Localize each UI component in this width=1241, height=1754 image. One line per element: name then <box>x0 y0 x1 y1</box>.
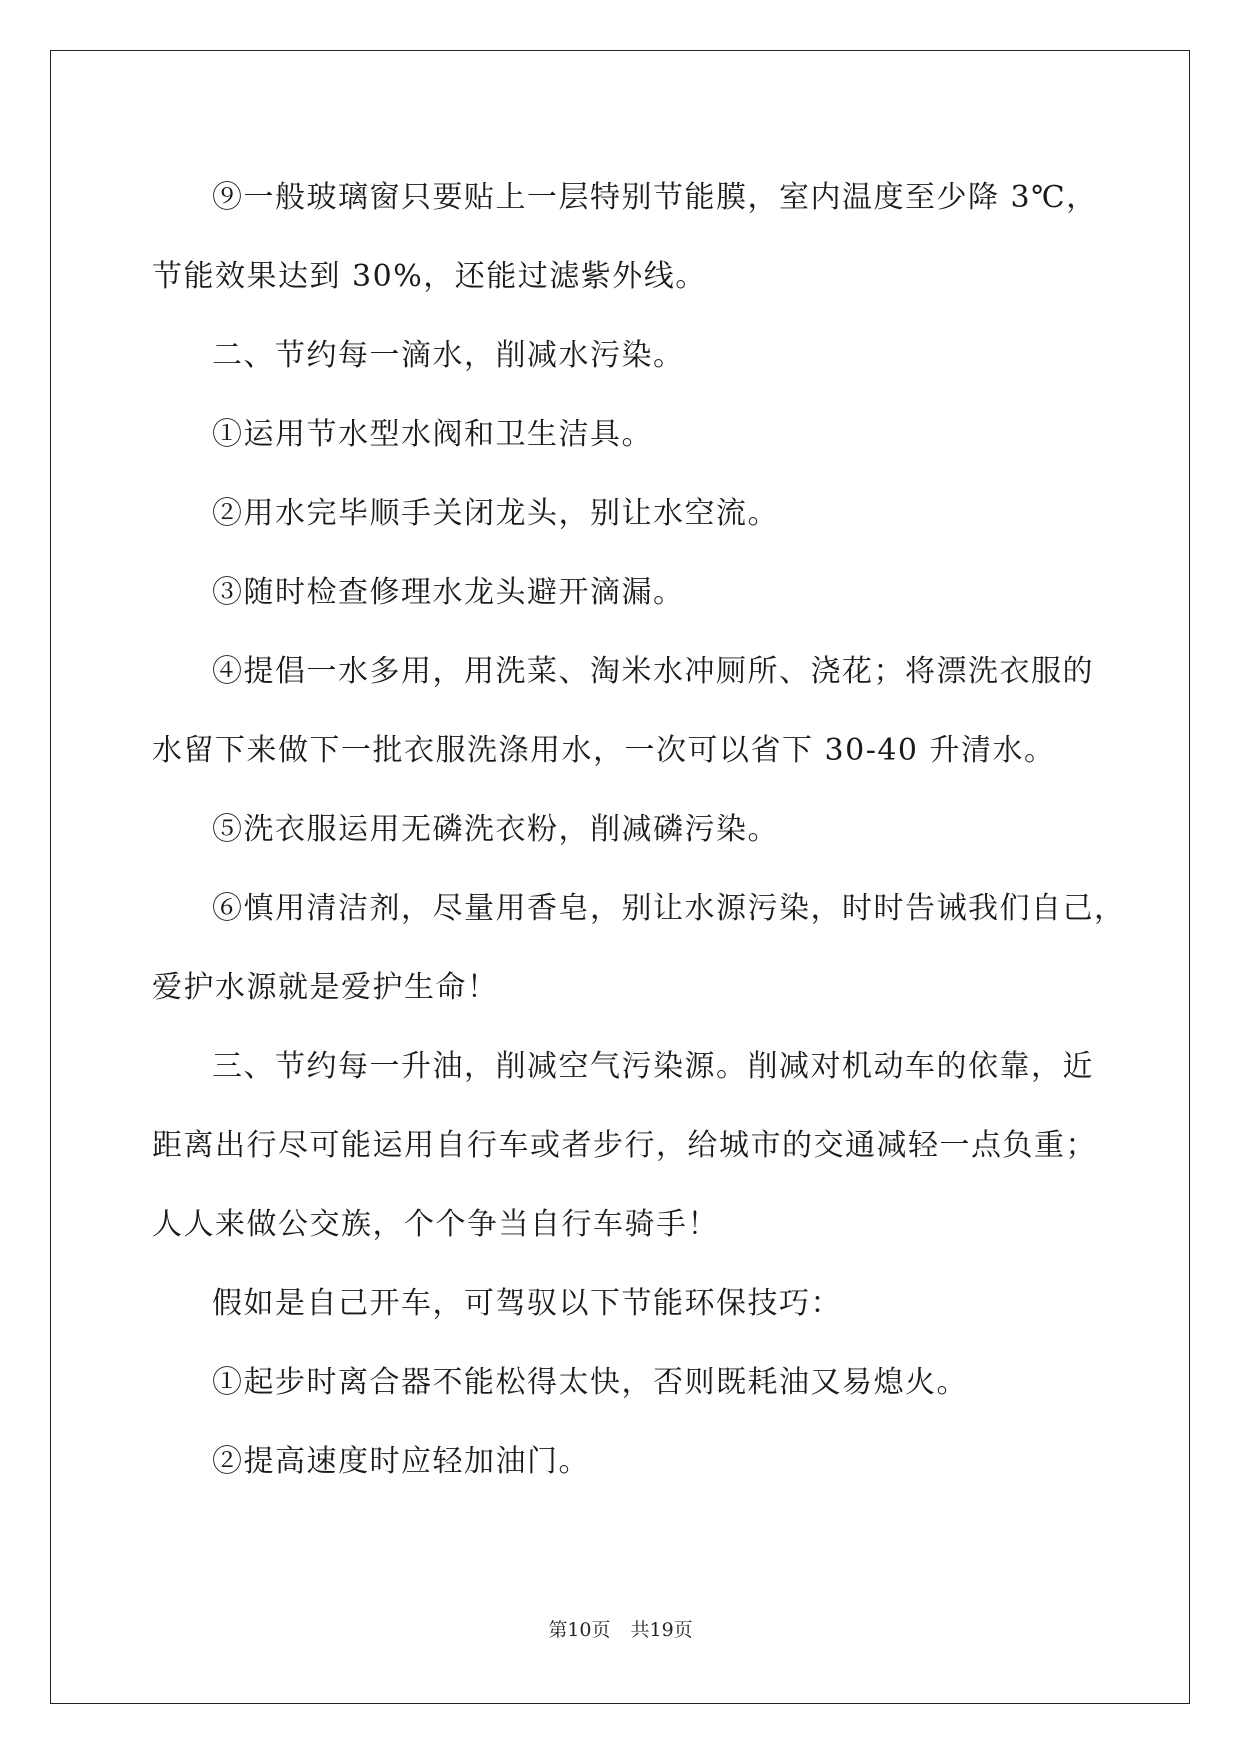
paragraph-line: ③随时检查修理水龙头避开滴漏。 <box>212 575 685 610</box>
paragraph-line: ②用水完毕顺手关闭龙头，别让水空流。 <box>212 496 779 531</box>
paragraph-line: ⑤洗衣服运用无磷洗衣粉，削减磷污染。 <box>212 812 779 847</box>
paragraph-line: ①起步时离合器不能松得太快，否则既耗油又易熄火。 <box>212 1365 968 1400</box>
paragraph-line: 二、节约每一滴水，削减水污染。 <box>212 338 685 373</box>
paragraph-line: 三、节约每一升油，削减空气污染源。削减对机动车的依靠，近 <box>212 1049 1094 1084</box>
paragraph-line: ⑥慎用清洁剂，尽量用香皂，别让水源污染，时时告诫我们自己， <box>212 891 1126 926</box>
paragraph-line: 节能效果达到 30%，还能过滤紫外线。 <box>152 259 707 294</box>
page-footer <box>0 1618 1241 1642</box>
paragraph-line: ②提高速度时应轻加油门。 <box>212 1444 590 1479</box>
page-total: 共19页 <box>630 1619 693 1641</box>
page-number: 第10页 <box>548 1619 611 1641</box>
paragraph-line: 距离出行尽可能运用自行车或者步行，给城市的交通减轻一点负重； <box>152 1128 1097 1163</box>
paragraph-line: 爱护水源就是爱护生命！ <box>152 970 499 1005</box>
paragraph-line: ①运用节水型水阀和卫生洁具。 <box>212 417 653 452</box>
paragraph-line: 水留下来做下一批衣服洗涤用水，一次可以省下 30-40 升清水。 <box>152 733 1056 768</box>
paragraph-line: 人人来做公交族，个个争当自行车骑手！ <box>152 1207 719 1242</box>
paragraph-line: ⑨一般玻璃窗只要贴上一层特别节能膜，室内温度至少降 3℃， <box>212 180 1098 215</box>
paragraph-line: 假如是自己开车，可驾驭以下节能环保技巧： <box>212 1286 842 1321</box>
document-body <box>152 158 1126 1501</box>
paragraph-line: ④提倡一水多用，用洗菜、淘米水冲厕所、浇花；将漂洗衣服的 <box>212 654 1094 689</box>
